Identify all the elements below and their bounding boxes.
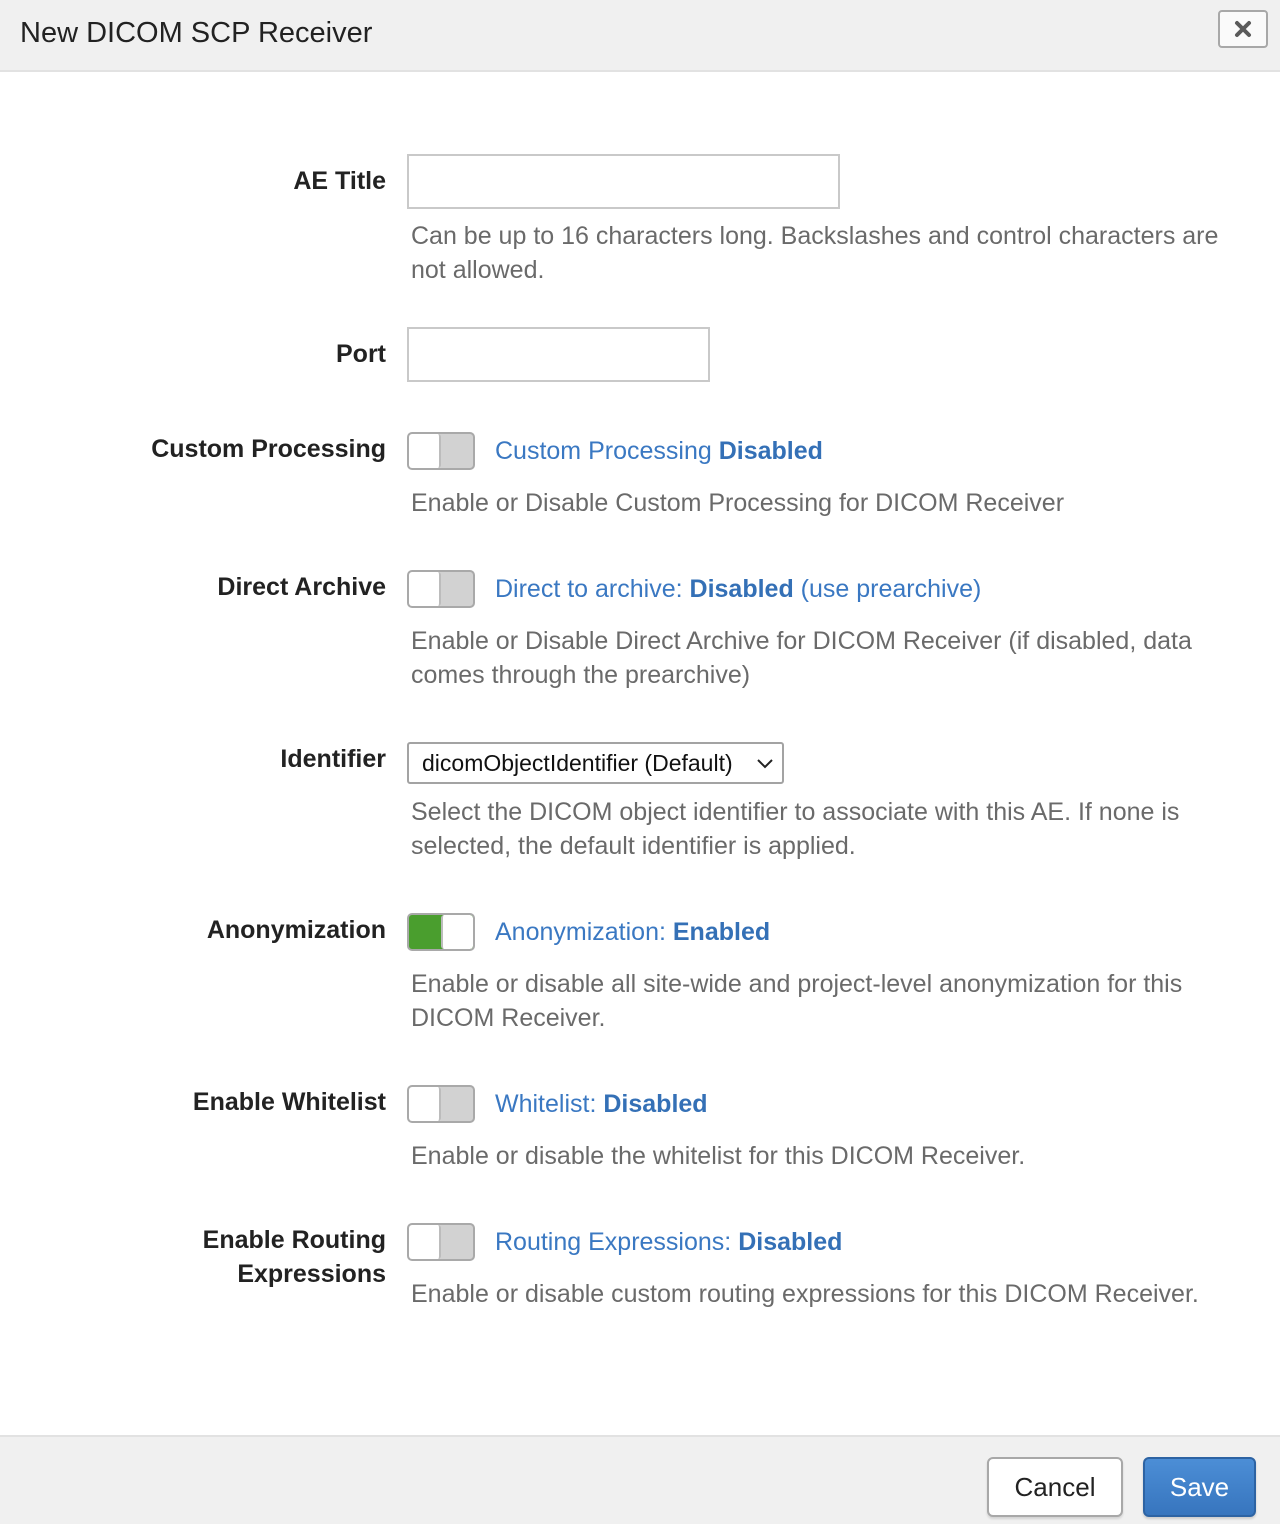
port-input[interactable]	[407, 327, 710, 382]
status-suffix: (use prearchive)	[793, 575, 982, 603]
anonymization-help: Enable or disable all site-wide and project-level anonymization for this DICOM Receiver.	[411, 970, 1183, 1032]
status-value: Enabled	[672, 918, 771, 946]
toggle-knob	[409, 572, 441, 606]
ae-title-label: AE Title	[293, 167, 386, 195]
identifier-selected-value: dicomObjectIdentifier (Default)	[422, 750, 733, 776]
whitelist-status	[495, 1087, 708, 1121]
routing-expressions-status	[495, 1225, 842, 1259]
ae-title-input[interactable]	[407, 154, 840, 209]
routing-expressions-toggle[interactable]	[407, 1223, 475, 1261]
routing-expressions-label: Enable Routing Expressions	[202, 1226, 386, 1288]
routing-expressions-help: Enable or disable custom routing expressions for this DICOM Receiver.	[411, 1280, 1199, 1308]
dialog-title: New DICOM SCP Receiver	[20, 17, 373, 49]
chevron-down-icon	[756, 754, 774, 772]
status-prefix: Direct to archive:	[495, 575, 690, 603]
status-prefix: Whitelist:	[495, 1090, 604, 1118]
status-prefix: Routing Expressions:	[495, 1228, 739, 1256]
close-button[interactable]	[1218, 10, 1268, 48]
identifier-help: Select the DICOM object identifier to associate with this AE. If none is selected, the default identifier is applied.	[411, 798, 1180, 860]
close-icon	[1234, 20, 1252, 38]
status-value: Disabled	[603, 1090, 708, 1118]
identifier-label: Identifier	[280, 745, 386, 773]
identifier-select[interactable]	[407, 742, 784, 784]
save-button[interactable]: Save	[1143, 1457, 1256, 1517]
anonymization-label: Anonymization	[206, 916, 386, 944]
status-value: Disabled	[738, 1228, 843, 1256]
anonymization-toggle[interactable]	[407, 913, 475, 951]
ae-title-help: Can be up to 16 characters long. Backslashes and control characters are not allowed.	[411, 222, 1219, 284]
whitelist-label: Enable Whitelist	[192, 1088, 386, 1116]
toggle-knob	[409, 434, 441, 468]
direct-archive-status	[495, 572, 981, 606]
custom-processing-label: Custom Processing	[151, 435, 386, 463]
whitelist-help: Enable or disable the whitelist for this DICOM Receiver.	[411, 1142, 1026, 1170]
status-value: Disabled	[718, 437, 823, 465]
cancel-button[interactable]: Cancel	[987, 1457, 1123, 1517]
port-label: Port	[336, 340, 386, 368]
custom-processing-status	[495, 434, 823, 468]
toggle-knob	[409, 1225, 441, 1259]
toggle-knob	[409, 1087, 441, 1121]
direct-archive-label: Direct Archive	[217, 573, 386, 601]
direct-archive-toggle[interactable]	[407, 570, 475, 608]
status-prefix: Custom Processing	[495, 437, 719, 465]
direct-archive-help: Enable or Disable Direct Archive for DICOM Receiver (if disabled, data comes through the prearchive)	[411, 627, 1192, 689]
dialog-header	[0, 0, 1280, 72]
status-value: Disabled	[689, 575, 794, 603]
status-prefix: Anonymization:	[495, 918, 673, 946]
toggle-knob	[441, 915, 473, 949]
anonymization-status	[495, 915, 770, 949]
whitelist-toggle[interactable]	[407, 1085, 475, 1123]
custom-processing-toggle[interactable]	[407, 432, 475, 470]
custom-processing-help: Enable or Disable Custom Processing for DICOM Receiver	[411, 489, 1065, 517]
